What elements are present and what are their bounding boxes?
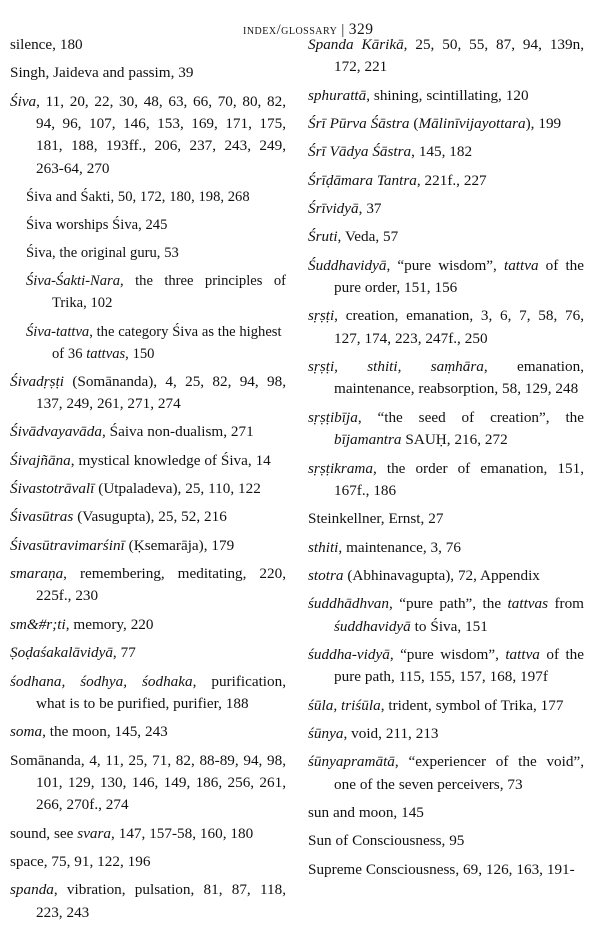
index-entry: śūla, triśūla, trident, symbol of Trika, 177 — [308, 696, 564, 714]
index-entry: sun and moon, 145 — [308, 803, 424, 821]
index-entry: Śrī Vādya Śāstra, 145, 182 — [308, 143, 473, 161]
index-entry: stotra (Abhinavagupta), 72, Appendix — [308, 566, 540, 584]
index-entry: sphurattā, shining, scintillating, 120 — [308, 86, 529, 104]
index-entry: Singh, Jaideva and passim, 39 — [10, 64, 194, 82]
index-entry: Sun of Consciousness, 95 — [308, 832, 465, 850]
index-entry: sṛṣṭi, sthiti, saṃhāra, emanation, maintenance, reabsorption, 58, 129, 248 — [308, 358, 585, 398]
index-entry: śodhana, śodhya, śodhaka, purification, what is to be purified, purifier, 188 — [10, 672, 286, 712]
index-entry: Śrī Pūrva Śāstra (Mālinīvijayottara), 199 — [308, 115, 562, 133]
index-entry: Śiva, 11, 20, 22, 30, 48, 63, 66, 70, 80, 82, 94, 96, 107, 146, 153, 169, 171, 175, 181, 188, 193ff., 206, 237, 243, 249, 263-64, 270 — [10, 92, 286, 177]
index-entry: Somānanda, 4, 11, 25, 71, 82, 88-89, 94, 98, 101, 129, 130, 146, 149, 186, 256, 261, 266, 270f., 274 — [10, 751, 286, 814]
index-entry: Śrīḍāmara Tantra, 221f., 227 — [308, 171, 487, 189]
index-entry: sṛṣṭibīja, “the seed of creation”, the bījamantra SAUḤ, 216, 272 — [308, 408, 584, 449]
right-column — [308, 34, 584, 887]
running-head-separator: | — [341, 22, 345, 38]
index-subentry: Śiva worships Śiva, 245 — [26, 217, 168, 234]
index-entry: śuddhādhvan, “pure path”, the tattvas from śuddhavidyā to Śiva, 151 — [308, 595, 584, 635]
index-entry: sm&#r;ti, memory, 220 — [10, 615, 154, 633]
index-entry: Śruti, Veda, 57 — [308, 228, 399, 246]
index-entry: śūnya, void, 211, 213 — [308, 724, 439, 742]
index-entry: Śivastotrāvalī (Utpaladeva), 25, 110, 122 — [10, 480, 261, 498]
index-subentry: Śiva and Śakti, 50, 172, 180, 198, 268 — [26, 189, 250, 206]
index-entry: śuddha-vidyā, “pure wisdom”, tattva of the pure path, 115, 155, 157, 168, 197f — [308, 645, 584, 686]
index-subentry: Śiva, the original guru, 53 — [26, 245, 179, 262]
index-entry: Śivasūtravimarśinī (Ḳsemarāja), 179 — [10, 536, 235, 554]
index-entry: Ṣoḍaśakalāvidyā, 77 — [10, 644, 136, 662]
index-entry: Śivajñāna, mystical knowledge of Śiva, 14 — [10, 451, 271, 469]
index-subentry: Śiva-Śakti-Nara, the three principles of Trika, 102 — [26, 273, 286, 312]
index-subentry: Śiva-tattva, the category Śiva as the highest of 36 tattvas, 150 — [26, 323, 282, 362]
index-entry: Śivasūtras (Vasugupta), 25, 52, 216 — [10, 508, 227, 526]
index-entry: sṛṣṭikrama, the order of emanation, 151, 167f., 186 — [308, 459, 584, 499]
index-entry: spanda, vibration, pulsation, 81, 87, 118, 223, 243 — [10, 881, 286, 921]
index-entry: Śrīvidyā, 37 — [308, 200, 382, 218]
left-column — [10, 34, 286, 930]
index-entry: space, 75, 91, 122, 196 — [10, 852, 151, 870]
index-entry: sṛṣṭi, creation, emanation, 3, 6, 7, 58, 76, 127, 174, 223, 247f., 250 — [308, 307, 584, 347]
index-entry: śūnyapramātā, “experiencer of the void”, one of the seven perceivers, 73 — [308, 753, 584, 793]
index-entry: sound, see svara, 147, 157-58, 160, 180 — [10, 824, 254, 842]
page-number: 329 — [348, 21, 374, 38]
index-entry: Śivādvayavāda, Śaiva non-dualism, 271 — [10, 423, 254, 441]
index-entry: soma, the moon, 145, 243 — [10, 723, 168, 741]
index-columns — [0, 34, 600, 921]
index-entry: Śivadṛṣṭi (Somānanda), 4, 25, 82, 94, 98, 137, 249, 261, 271, 274 — [10, 372, 286, 413]
running-head-title: index/glossary — [242, 22, 338, 38]
index-entry: Śuddhavidyā, “pure wisdom”, tattva of the pure order, 151, 156 — [308, 256, 584, 297]
index-entry: sthiti, maintenance, 3, 76 — [308, 538, 461, 556]
index-entry: smaraṇa, remembering, meditating, 220, 225f., 230 — [10, 565, 286, 605]
index-entry: silence, 180 — [10, 36, 83, 53]
index-entry: Spanda Kārikā, 25, 50, 55, 87, 94, 139n, 172, 221 — [308, 36, 584, 76]
index-entry: Supreme Consciousness, 69, 126, 163, 191- — [308, 860, 575, 878]
index-entry: Steinkellner, Ernst, 27 — [308, 510, 444, 528]
